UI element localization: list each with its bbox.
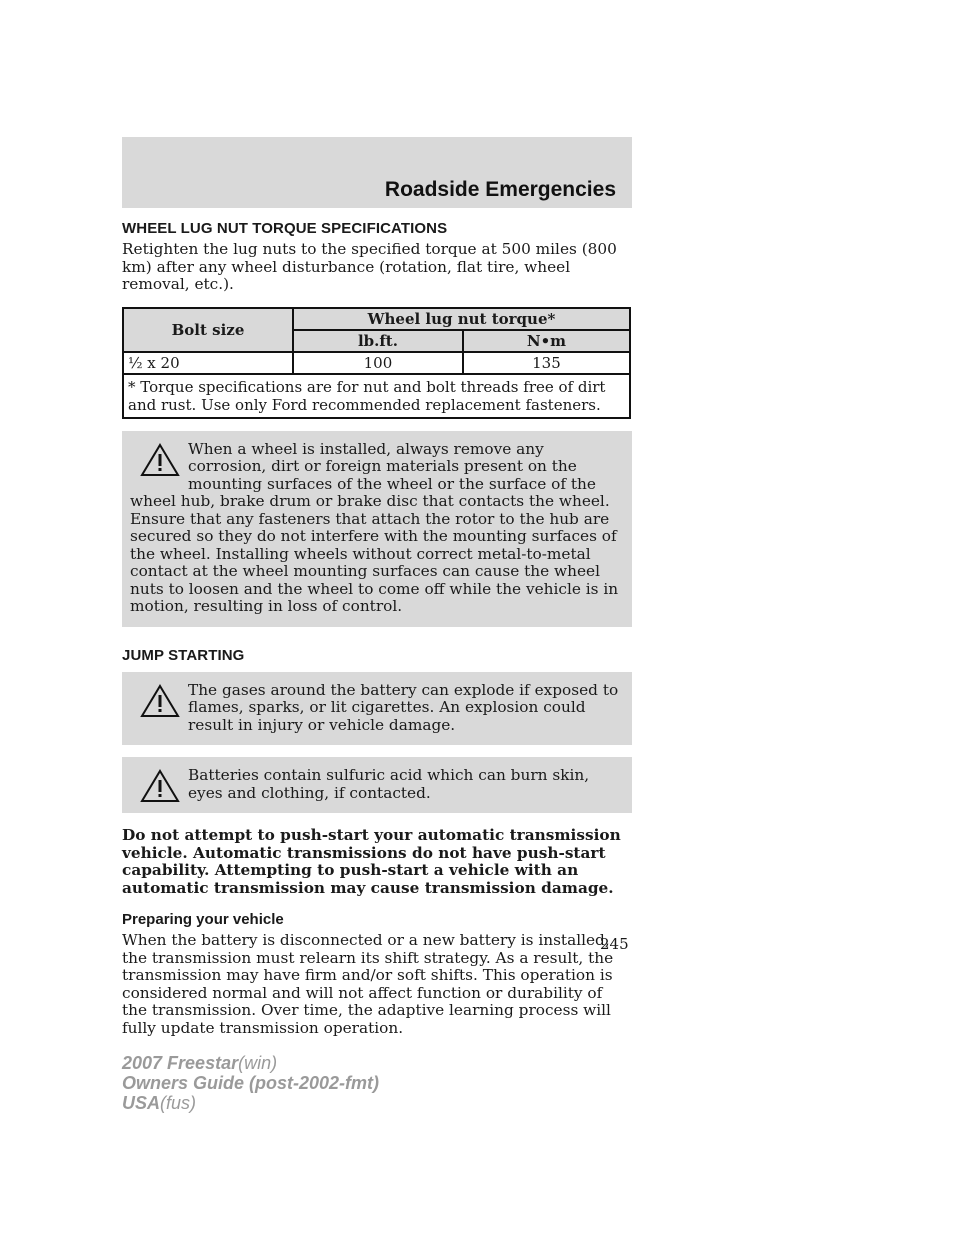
warning-triangle-icon — [140, 443, 180, 477]
table-footnote: * Torque specifications are for nut and bolt threads free of dirt and rust. Use only Ford recommended replacement fasteners. — [123, 374, 630, 418]
header-band — [122, 137, 632, 208]
cell-lbft: 100 — [293, 352, 463, 374]
push-start-note: Do not attempt to push-start your automatic transmission vehicle. Automatic transmissions do not have push-start capability. Attempting to push-start a vehicle with an automatic transmission may cause transmission damage. — [122, 826, 621, 897]
warning-triangle-icon — [140, 769, 180, 803]
document-footer — [122, 1053, 379, 1113]
warning-text: Batteries contain sulfuric acid which can burn skin, eyes and clothing, if contacted. — [188, 766, 590, 802]
cell-nm: 135 — [463, 352, 630, 374]
wheel-install-warning — [122, 431, 632, 627]
col-unit-lbft: lb.ft. — [293, 330, 463, 352]
warning-triangle-icon — [140, 684, 180, 718]
lug-nut-intro: Retighten the lug nuts to the specified torque at 500 miles (800 km) after any wheel disturbance (rotation, flat tire, wheel removal, etc.). — [122, 240, 617, 293]
footer-guide: Owners Guide (post-2002-fmt) — [122, 1073, 380, 1093]
warning-text: When a wheel is installed, always remove any corrosion, dirt or foreign materials present on the mounting surfaces of the wheel or the surface of the wheel hub, brake drum or brake disc that contacts the wheel. Ensure that any fasteners that attach the rotor to the hub are secured so they do not interfere with the mounting surfaces of the wheel. Installing wheels without correct metal-to-metal contact at the wheel mounting surfaces can cause the wheel nuts to loosen and the wheel to come off while the vehicle is in motion, resulting in loss of control. — [130, 439, 619, 615]
page-content — [122, 220, 632, 1037]
col-unit-nm: N•m — [463, 330, 630, 352]
lug-nut-heading: WHEEL LUG NUT TORQUE SPECIFICATIONS — [122, 220, 448, 237]
battery-explosion-warning — [122, 672, 632, 746]
cell-bolt-size: ½ x 20 — [123, 352, 293, 374]
page-section-title: Roadside Emergencies — [384, 178, 616, 201]
col-wheel-torque: Wheel lug nut torque* — [293, 308, 630, 330]
footer-model-code: (win) — [238, 1053, 278, 1073]
col-bolt-size: Bolt size — [123, 308, 293, 352]
battery-acid-warning — [122, 757, 632, 813]
footer-market-code: (fus) — [160, 1093, 197, 1113]
footer-market: USA — [122, 1093, 161, 1113]
preparing-vehicle-body: When the battery is disconnected or a new battery is installed, the transmission must relearn its shift strategy. As a result, the transmission may have firm and/or soft shifts. This operation is considered normal and will not affect function or durability of the transmission. Over time, the adaptive learning process will fully update transmission operation. — [122, 931, 614, 1037]
page-number: 245 — [600, 935, 629, 953]
jump-starting-heading: JUMP STARTING — [122, 646, 245, 664]
preparing-vehicle-heading: Preparing your vehicle — [122, 911, 284, 928]
table-row — [123, 352, 630, 374]
torque-table — [122, 307, 631, 419]
warning-text: The gases around the battery can explode if exposed to flames, sparks, or lit cigarettes. An explosion could result in injury or vehicle damage. — [188, 680, 619, 734]
footer-model: 2007 Freestar — [122, 1053, 239, 1073]
